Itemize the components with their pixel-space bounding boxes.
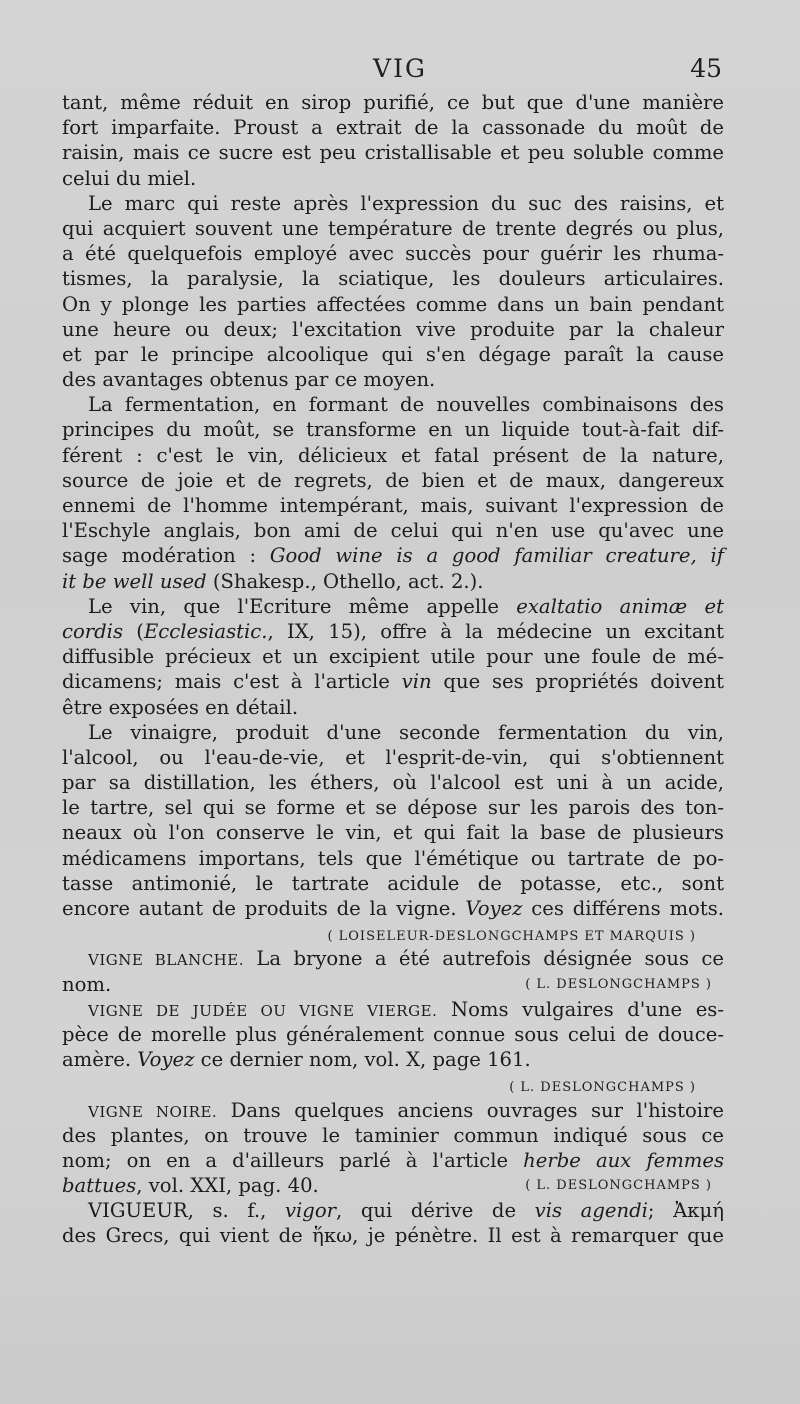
line-text: encore autant de produits de la vigne. — [62, 897, 466, 920]
line-text: La bryone a été autrefois désignée sous ce — [243, 947, 724, 971]
line-text: nom; on en a d'ailleurs parlé à l'article — [62, 1148, 524, 1172]
text-line — [62, 695, 724, 720]
line-text: ; Ἀκμή — [647, 1199, 724, 1223]
text-line — [62, 569, 724, 594]
line-text: des plantes, on trouve le taminier commun indiqué sous ce — [62, 1123, 724, 1147]
italic-text: it be well used — [62, 569, 207, 593]
author-credit: ( L. DESLONGCHAMPS ) — [525, 1178, 712, 1194]
text-line — [62, 1022, 724, 1047]
body-text — [62, 90, 724, 1249]
text-line — [62, 342, 724, 367]
text-line — [62, 871, 724, 896]
text-line — [62, 720, 724, 745]
italic-text: herbe aux femmes — [523, 1148, 725, 1172]
text-line — [62, 820, 724, 845]
author-credit: ( L. DESLONGCHAMPS ) — [525, 976, 712, 992]
entry-headword: VIGNE DE JUDÉE OU VIGNE VIERGE. — [88, 1001, 438, 1020]
line-text: l'alcool, ou l'eau-de-vie, et l'esprit-de-vin, qui s'obtiennent — [62, 745, 724, 769]
text-line — [62, 140, 724, 165]
text-line — [62, 669, 724, 694]
text-line — [62, 543, 724, 568]
line-left — [62, 972, 111, 997]
text-line — [62, 241, 724, 266]
line-text: que ses propriétés doivent — [431, 670, 724, 694]
text-line — [62, 518, 724, 543]
line-text: Le vin, que l'Ecriture même appelle — [88, 594, 517, 618]
line-text: , IX, 15), offre à la médecine un excitant — [267, 619, 724, 643]
line-text: être exposées en détail. — [62, 695, 299, 719]
text-line — [62, 166, 724, 191]
text-line — [62, 1072, 724, 1097]
italic-text: vis agendi — [534, 1199, 648, 1223]
line-text: dicamens; mais c'est à l'article — [62, 670, 402, 694]
author-credit: ( LOISELEUR-DESLONGCHAMPS ET MARQUIS ) — [327, 929, 696, 945]
text-line — [62, 115, 724, 140]
line-text: amère. — [62, 1048, 138, 1072]
text-line — [62, 392, 724, 417]
line-text: médicamens importans, tels que l'émétique ou tartrate de po- — [62, 846, 724, 870]
text-line — [62, 292, 724, 317]
entry-headword: VIGNE BLANCHE. — [88, 951, 244, 970]
text-line — [62, 972, 724, 997]
text-line — [62, 191, 724, 216]
line-text: a été quelquefois employé avec succès pour guérir les rhuma- — [62, 242, 724, 266]
entry-headword: VIGNE NOIRE. — [88, 1102, 218, 1121]
text-line — [62, 997, 724, 1022]
line-text: et par le principe alcoolique qui s'en dégage paraît la cause — [62, 342, 724, 366]
text-line — [62, 795, 724, 820]
text-line — [62, 594, 724, 619]
page-number: 45 — [690, 54, 722, 83]
text-line — [62, 1123, 724, 1148]
line-text: l'Eschyle anglais, bon ami de celui qui n'en use qu'avec une — [62, 519, 724, 543]
line-text: pèce de morelle plus généralement connue sous celui de douce- — [62, 1022, 724, 1046]
italic-text: Voyez — [137, 1048, 195, 1072]
author-credit: ( L. DESLONGCHAMPS ) — [509, 1080, 696, 1096]
text-line — [62, 493, 724, 518]
line-text: , vol. XXI, pag. 40. — [136, 1174, 319, 1198]
text-line — [62, 896, 724, 921]
line-text: ce dernier nom, vol. X, page 161. — [194, 1048, 531, 1072]
line-text: ennemi de l'homme intempérant, mais, suivant l'expression de — [62, 494, 724, 517]
text-line — [62, 770, 724, 795]
text-line — [62, 90, 724, 115]
line-text: Le marc qui reste après l'expression du suc des raisins, et — [88, 191, 724, 215]
line-text: qui acquiert souvent une température de trente degrés ou plus, — [62, 216, 724, 240]
line-text: ( — [123, 619, 144, 643]
line-text: Noms vulgaires d'une es- — [437, 997, 724, 1021]
italic-text: cordis — [62, 619, 124, 643]
line-text: férent : c'est le vin, délicieux et fatal présent de la nature, — [62, 443, 724, 467]
line-text: principes du moût, se transforme en un liquide tout-à-fait dif- — [62, 418, 724, 442]
running-head: VIG — [373, 54, 427, 83]
line-text: tant, même réduit en sirop purifié, ce but que d'une manière — [62, 91, 724, 114]
text-line — [62, 443, 724, 468]
line-text: le tartre, sel qui se forme et se dépose sur les parois des ton- — [62, 796, 724, 820]
line-text: tasse antimonié, le tartrate acidule de potasse, etc., sont — [62, 871, 724, 895]
text-line — [62, 846, 724, 871]
text-line — [62, 468, 724, 493]
text-line — [62, 1047, 724, 1072]
line-text: On y plonge les parties affectées comme dans un bain pendant — [62, 292, 724, 316]
line-text: , qui dérive de — [336, 1199, 535, 1223]
text-line — [62, 216, 724, 241]
line-text: Le vinaigre, produit d'une seconde fermentation du vin, — [88, 720, 724, 744]
line-text: tismes, la paralysie, la sciatique, les douleurs articulaires. — [62, 267, 724, 291]
italic-text: exaltatio animæ et — [516, 594, 725, 618]
text-line — [62, 266, 724, 291]
line-text: des Grecs, qui vient de ἥκω, je pénètre. Il est à remarquer que — [62, 1224, 724, 1248]
line-text: fort imparfaite. Proust a extrait de la cassonade du moût de — [62, 116, 724, 140]
line-text: ces différens mots. — [522, 897, 724, 920]
line-text: (Shakesp., Othello, act. 2.). — [206, 569, 484, 593]
line-text: nom. — [62, 972, 112, 996]
line-text: diffusible précieux et un excipient utile pour une foule de mé- — [62, 645, 724, 669]
text-line — [62, 921, 724, 946]
line-text: celui du miel. — [62, 166, 197, 190]
text-line — [62, 1173, 724, 1198]
text-line — [62, 317, 724, 342]
text-line — [62, 1198, 724, 1223]
line-text: une heure ou deux; l'excitation vive produite par la chaleur — [62, 317, 724, 341]
line-text: VIGUEUR, s. f., — [88, 1199, 285, 1223]
italic-text: vigor — [284, 1199, 337, 1223]
italic-text: Good wine is a good familiar creature, if — [269, 544, 725, 568]
text-line — [62, 367, 724, 392]
line-text: La fermentation, en formant de nouvelles combinaisons des — [88, 393, 724, 417]
italic-text: Voyez — [465, 897, 523, 920]
text-line — [62, 946, 724, 971]
line-text: par sa distillation, les éthers, où l'alcool est uni à un acide, — [62, 771, 724, 795]
line-text: raisin, mais ce sucre est peu cristallisable et peu soluble comme — [62, 141, 724, 165]
text-line — [62, 644, 724, 669]
line-text: neaux où l'on conserve le vin, et qui fait la base de plusieurs — [62, 821, 724, 845]
italic-text: vin — [401, 670, 432, 694]
text-line — [62, 619, 724, 644]
line-text: Dans quelques anciens ouvrages sur l'histoire — [217, 1098, 724, 1122]
text-line — [62, 1223, 724, 1248]
italic-text: Ecclesiastic. — [143, 619, 268, 643]
text-line — [62, 1098, 724, 1123]
line-text: sage modération : — [62, 544, 270, 568]
line-left — [62, 1173, 319, 1198]
line-text: des avantages obtenus par ce moyen. — [62, 368, 436, 392]
text-line — [62, 745, 724, 770]
line-text: source de joie et de regrets, de bien et de maux, dangereux — [62, 468, 724, 492]
text-line — [62, 417, 724, 442]
text-line — [62, 1148, 724, 1173]
italic-text: battues — [62, 1174, 137, 1198]
